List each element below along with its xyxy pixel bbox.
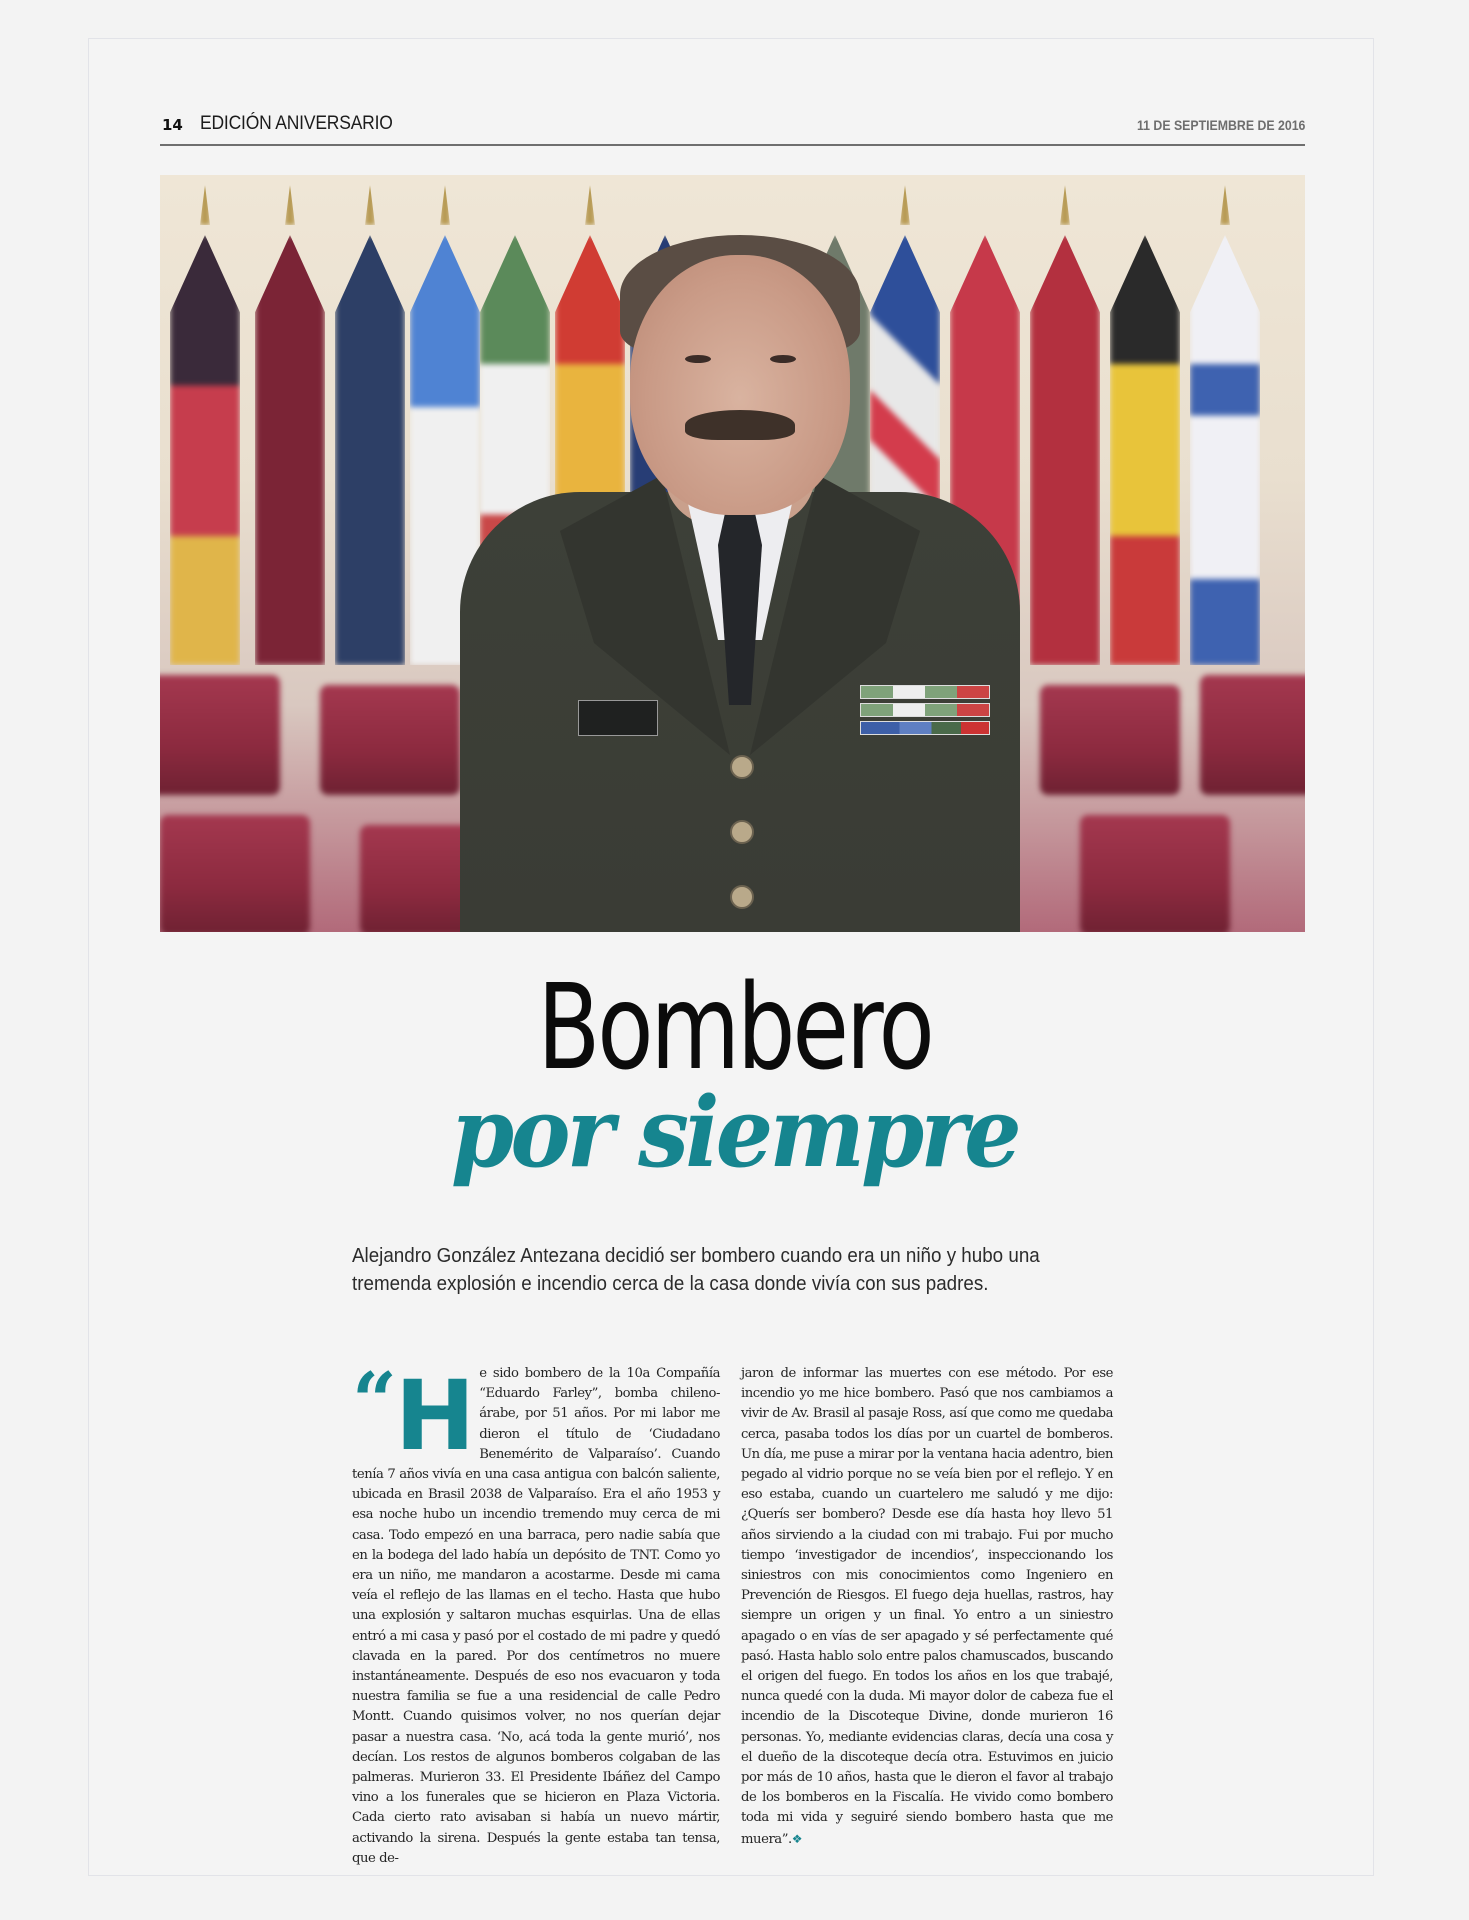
- end-mark-icon: ❖: [791, 1831, 803, 1846]
- article-column-left: [352, 1356, 720, 1869]
- mustache: [685, 410, 795, 440]
- chair-shape: [160, 815, 310, 932]
- pole-tip: [585, 185, 595, 225]
- portrait-photo: [160, 175, 1305, 932]
- uniform-button: [730, 885, 754, 909]
- drop-cap-letter: H: [394, 1360, 474, 1472]
- section-name: EDICIÓN ANIVERSARIO: [200, 113, 393, 134]
- headline-sub: por siempre: [451, 1076, 1018, 1189]
- article-text-left: e sido bombero de la 10a Compañía “Eduardo Farley”, bomba chileno-árabe, por 51 años. Por mi labor me dieron el título de ‘Ciudadano Benemérito de Valparaíso’. Cuando tenía 7 años vivía en una casa antigua con balcón saliente, ubicada en Brasil 2038 de Valparaíso. Era el año 1953 y esa noche hubo un incendio tremendo muy cerca de mi casa. Todo empezó en una barraca, pero nadie sabía que en la bodega del lado había un depósito de TNT. Como yo era un niño, me mandaron a acostarme. Desde mi cama veía el reflejo de las llamas en el techo. Hasta que hubo una explosión y saltaron muchas esquirlas. Una de ellas entró a mi casa y pasó por el costado de mi padre y quedó clavada en la pared. Por dos centímetros no muere instantáneamente. Después de eso nos evacuaron y toda nuestra familia se fue a una residencial de calle Pedro Montt. Cuando quisimos volver, no nos querían dejar pasar a nuestra casa. ‘No, acá toda la gente murió’, nos decían. Los restos de algunos bomberos colgaban de las palmeras. Murieron 33. El Presidente Ibáñez del Campo vino a los funerales que se hicieron en Plaza Victoria. Cada cierto rato avisaban si había un nuevo mártir, activando la sirena. Después la gente estaba tan tensa, que de-: [352, 1366, 720, 1866]
- chair-shape: [1080, 815, 1230, 932]
- medal-ribbons: [860, 685, 990, 745]
- pole-tip: [900, 185, 910, 225]
- uniform-button: [730, 755, 754, 779]
- pole-tip: [1220, 185, 1230, 225]
- flag-shape: [1110, 235, 1180, 665]
- pole-tip: [1060, 185, 1070, 225]
- article-column-right: [741, 1364, 1113, 1850]
- pole-tip: [285, 185, 295, 225]
- article-text-right: jaron de informar las muertes con ese método. Por ese incendio yo me hice bombero. Pasó que nos cambiamos a vivir de Av. Brasil al pasaje Ross, así que como me quedaba cerca, pasaba todos los días por un cuartel de bomberos. Un día, me puse a mirar por la ventana hacia adentro, bien pegado al vidrio porque no se veía bien por el reflejo. Y en eso estaba, cuando un cuartelero me saludó y me dijo: ¿Querís ser bombero? Desde ese día hasta hoy llevo 51 años sirviendo a la ciudad con mi trabajo. Fui por mucho tiempo ‘investigador de incendios’, inspeccionando los siniestros con mis conocimientos como Ingeniero en Prevención de Riesgos. El fuego deja huellas, rastros, hay siempre un origen y un final. Yo entro a un siniestro apagado o en vías de ser apagado y sé perfectamente qué pasó. Hasta hablo solo entre palos chamuscados, buscando el origen del fuego. En todos los años en los que trabajé, nunca quedé con la duda. Mi mayor dolor de cabeza fue el incendio de la Discoteque Divine, donde murieron 16 personas. Yo, mediante evidencias claras, decía una cosa y el dueño de la discoteque decía otra. Estuvimos en juicio por más de 10 años, hasta que le dieron el favor al trabajo de los bomberos en la Fiscalía. He vivido como bombero toda mi vida y seguiré siendo bombero hasta que me muera”.: [741, 1366, 1113, 1847]
- quote-mark-icon: “: [352, 1356, 395, 1447]
- publication-date: 11 DE SEPTIEMBRE DE 2016: [1136, 117, 1305, 133]
- drop-cap: [352, 1356, 474, 1472]
- chair-shape: [1040, 685, 1180, 795]
- eye: [685, 355, 711, 363]
- ribbon-row: [860, 703, 990, 717]
- chair-shape: [320, 685, 460, 795]
- firefighter-figure: [460, 235, 1020, 932]
- pole-tip: [440, 185, 450, 225]
- flag-shape: [1190, 235, 1260, 665]
- uniform-button: [730, 820, 754, 844]
- ribbon-row: [860, 721, 990, 735]
- eye: [770, 355, 796, 363]
- chair-shape: [160, 675, 280, 795]
- flag-shape: [1030, 235, 1100, 665]
- pole-tip: [365, 185, 375, 225]
- flag-shape: [335, 235, 405, 665]
- pole-tip: [200, 185, 210, 225]
- headline-main: Bombero: [537, 958, 932, 1096]
- face: [630, 255, 850, 515]
- article-deck: Alejandro González Antezana decidió ser bombero cuando era un niño y hubo una tremenda explosión e incendio cerca de la casa donde vivía con sus padres.: [352, 1245, 1040, 1295]
- name-tag: [578, 700, 658, 736]
- chair-shape: [1200, 675, 1305, 795]
- ribbon-row: [860, 685, 990, 699]
- flag-shape: [170, 235, 240, 665]
- page-header: [160, 108, 1305, 146]
- page-number: 14: [162, 116, 183, 134]
- flag-shape: [255, 235, 325, 665]
